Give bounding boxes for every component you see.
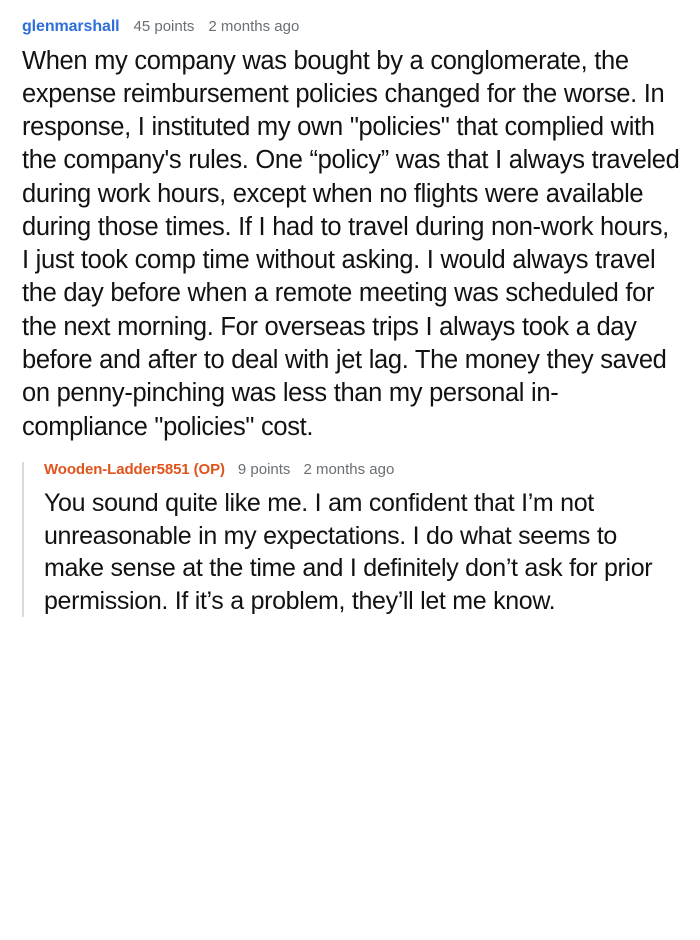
comment-meta bbox=[22, 18, 680, 36]
comment-timestamp: 2 months ago bbox=[208, 18, 300, 35]
comment-body: When my company was bought by a conglomerate, the expense reimbursement policies changed for the worse. In response, I instituted my own "policies" that complied with the company's rules. One “policy” was that I always traveled during work hours, except when no flights were available during those times. If I had to travel during non-work hours, I just took comp time without asking. I would always travel the day before when a remote meeting was scheduled for the next morning. For overseas trips I always took a day before and after to deal with jet lag. The money they saved on penny-pinching was less than my personal in-compliance "policies" cost. bbox=[22, 46, 680, 441]
comment-reply bbox=[22, 462, 680, 618]
reply-points: 9 points bbox=[237, 460, 291, 478]
reply-meta bbox=[44, 462, 680, 479]
comment-author-link[interactable]: glenmarshall bbox=[22, 18, 120, 35]
reply-timestamp: 2 months ago bbox=[303, 460, 395, 478]
comment-top-level bbox=[22, 18, 680, 444]
reply-body: You sound quite like me. I am confident that I’m not unreasonable in my expectations. I do what seems to make sense at the time and I definitely don’t ask for prior permission. If it’s a problem, they’ll let me know. bbox=[44, 489, 653, 615]
reply-author-link[interactable]: Wooden-Ladder5851 (OP) bbox=[44, 460, 225, 478]
comment-points: 45 points bbox=[133, 18, 195, 35]
